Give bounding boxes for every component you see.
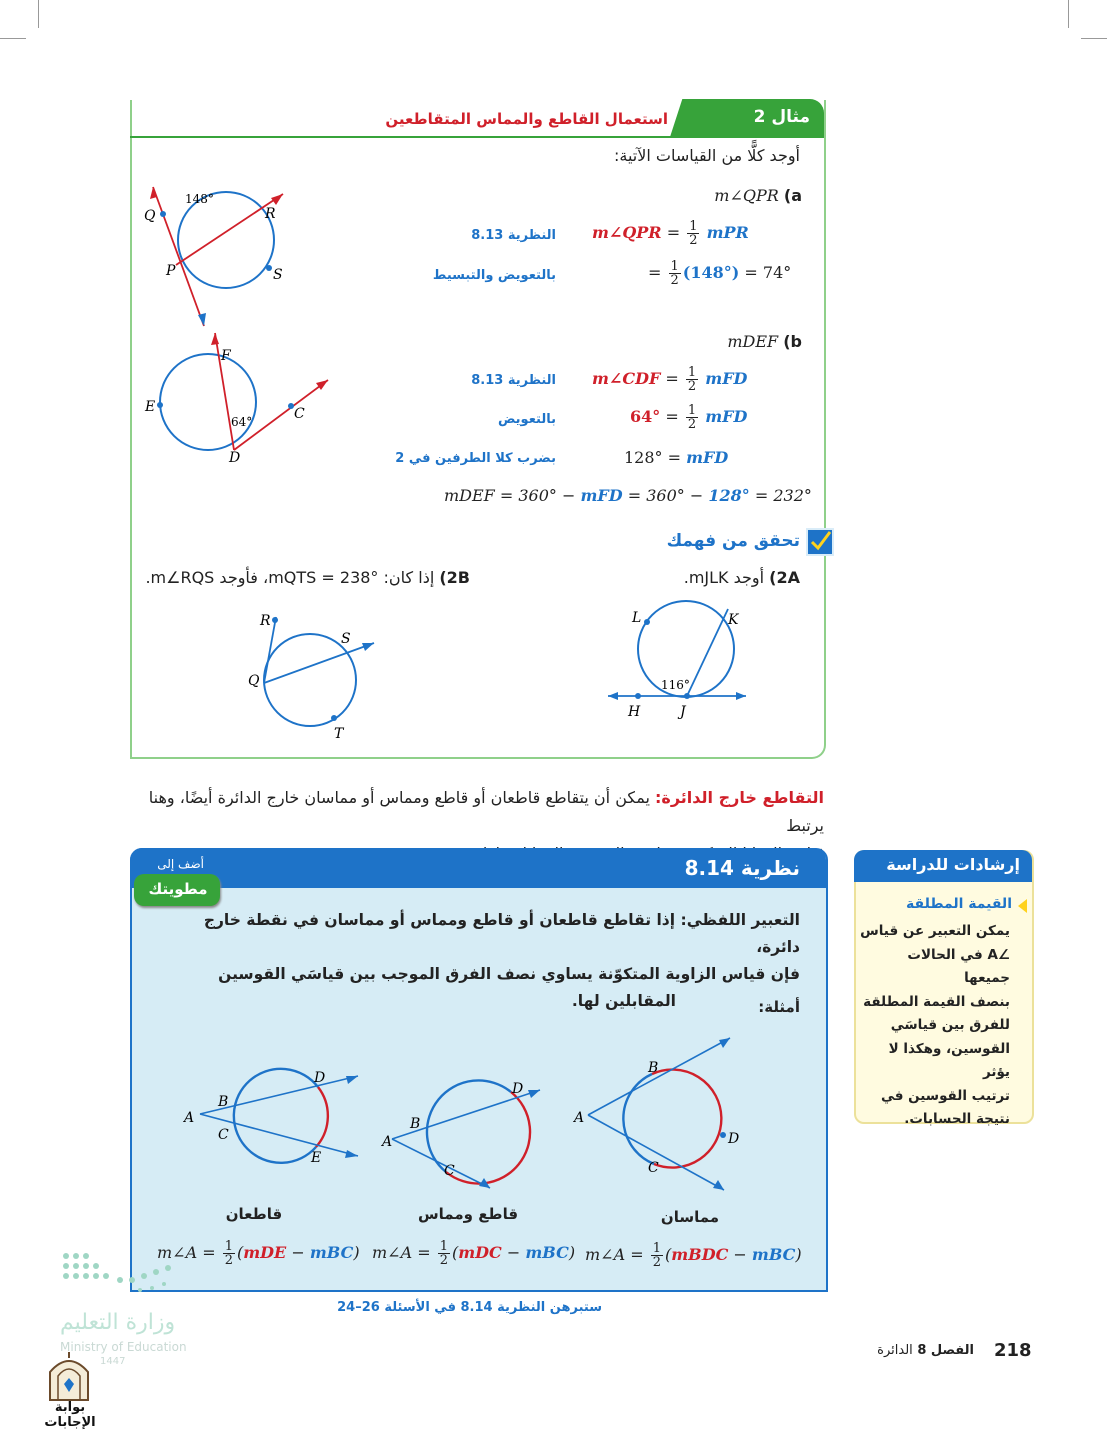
ministry-dots-logo bbox=[60, 1250, 200, 1300]
crop-mark bbox=[38, 0, 39, 28]
svg-text:T: T bbox=[334, 726, 344, 742]
chord-jk bbox=[687, 609, 728, 696]
svg-text:S: S bbox=[273, 267, 283, 283]
svg-text:P: P bbox=[166, 263, 176, 279]
svg-text:E: E bbox=[311, 1150, 322, 1166]
case-name-secant-tangent: قاطع ومماس bbox=[417, 1205, 519, 1223]
point-t bbox=[331, 715, 337, 721]
question-2b: 2B) إذا كان: mQTS = 238°، فأوجد m∠RQS. bbox=[145, 568, 470, 587]
part-b-label: mDEF (b bbox=[727, 332, 802, 351]
svg-text:Q: Q bbox=[144, 208, 156, 224]
case-name-secants: قاطعان bbox=[225, 1205, 283, 1223]
crop-mark bbox=[1068, 0, 1069, 28]
tangent-ac bbox=[588, 1115, 724, 1190]
example-badge-label: مثال 2 bbox=[753, 107, 810, 127]
figure-secant-tangent bbox=[380, 1062, 560, 1192]
site-logo-text: بوابة الإجابات bbox=[44, 1400, 96, 1430]
svg-text:A: A bbox=[184, 1110, 195, 1126]
svg-text:D: D bbox=[512, 1081, 524, 1097]
question-2a: 2A) أوجد mJLK. bbox=[683, 568, 800, 587]
svg-text:R: R bbox=[260, 613, 271, 629]
tangent-ab bbox=[588, 1038, 730, 1115]
page-number: 218 bbox=[994, 1340, 1032, 1361]
svg-text:B: B bbox=[648, 1060, 659, 1076]
part-b-step3: 128° = mFD bbox=[624, 448, 729, 467]
svg-text:F: F bbox=[221, 348, 231, 364]
check-title: تحقق من فهمك bbox=[666, 531, 800, 551]
secant-qs bbox=[264, 643, 374, 683]
proof-note: ستبرهن النظرية 8.14 في الأسئلة 26–24 bbox=[337, 1300, 602, 1315]
svg-text:C: C bbox=[648, 1160, 659, 1176]
intersection-paragraph: التقاطع خارج الدائرة: يمكن أن يتقاطع قاطعان أو قاطع ومماس أو مماسان خارج الدائرة أيضًا، وهنا يرتبط bbox=[148, 788, 824, 835]
ministry-year: 1447 bbox=[100, 1356, 126, 1367]
svg-text:D: D bbox=[229, 450, 241, 466]
study-tip-subtitle: القيمة المطلقة bbox=[906, 896, 1012, 912]
part-b-final: mDEF = 360° − mFD = 360° − 128° = 232° bbox=[444, 486, 812, 505]
figure-qpr bbox=[140, 180, 300, 330]
svg-text:A: A bbox=[382, 1134, 393, 1150]
part-b-note2: بالتعويض bbox=[497, 412, 556, 427]
figure-def bbox=[140, 330, 340, 470]
study-tip-text: يمكن التعبير عن قياس ∠A في الحالات جميعها بنصف القيمة المطلقة للفرق بين قياسَي القوسين، وهكذا لا يؤثر ترتيب القوسين في نتيجة الحسابات. bbox=[860, 923, 1010, 1127]
svg-text:K: K bbox=[728, 612, 739, 628]
svg-text:D: D bbox=[728, 1131, 740, 1147]
part-b-step2: 64° = $\frac{1}{2}$ mFD bbox=[630, 403, 748, 432]
point-r bbox=[272, 617, 278, 623]
crop-mark bbox=[1081, 38, 1107, 39]
formula-secant-tangent: m∠A = $\frac{1}{2}$ (mDC − mBC) bbox=[372, 1239, 576, 1268]
svg-text:D: D bbox=[314, 1070, 326, 1086]
point-h bbox=[635, 693, 641, 699]
ministry-name-ar: وزارة التعليم bbox=[60, 1310, 176, 1335]
svg-text:L: L bbox=[632, 610, 642, 626]
svg-text:64°: 64° bbox=[231, 415, 253, 429]
formula-tangents: m∠A = $\frac{1}{2}$ (mBDC − mBC) bbox=[585, 1241, 802, 1270]
part-a-note1: النظرية 8.13 bbox=[471, 228, 556, 243]
svg-text:B: B bbox=[410, 1116, 421, 1132]
figure-two-tangents bbox=[572, 1030, 752, 1200]
svg-text:B: B bbox=[218, 1094, 229, 1110]
examples-label: أمثلة: bbox=[758, 998, 800, 1016]
circle bbox=[160, 354, 256, 450]
figure-two-secants bbox=[180, 1066, 370, 1166]
part-a-step1: m∠QPR = $\frac{1}{2}$ mPR bbox=[592, 219, 749, 248]
figure-2a bbox=[600, 600, 760, 725]
point-j bbox=[684, 693, 690, 699]
example-title: استعمال القاطع والمماس المتقاطعين bbox=[385, 110, 668, 128]
crop-mark bbox=[0, 38, 26, 39]
site-logo-icon bbox=[46, 1350, 92, 1402]
svg-text:C: C bbox=[218, 1127, 229, 1143]
svg-text:148°: 148° bbox=[185, 192, 214, 206]
part-b-step1: m∠CDF = $\frac{1}{2}$ mFD bbox=[592, 365, 748, 394]
figure-2b bbox=[240, 605, 390, 745]
point-d bbox=[720, 1132, 726, 1138]
svg-text:H: H bbox=[628, 704, 641, 720]
study-tip-title: إرشادات للدراسة bbox=[886, 855, 1020, 874]
part-a-note2: بالتعويض والتبسيط bbox=[432, 268, 556, 283]
svg-text:C: C bbox=[294, 406, 305, 422]
circle bbox=[264, 634, 356, 726]
case-name-tangents: مماسان bbox=[660, 1208, 720, 1226]
svg-text:S: S bbox=[341, 631, 351, 647]
point-e bbox=[157, 402, 163, 408]
point-s bbox=[266, 265, 272, 271]
example-prompt: أوجد كلًّا من القياسات الآتية: bbox=[614, 146, 800, 165]
study-tip-arrow bbox=[1018, 899, 1027, 913]
tangent-line bbox=[392, 1139, 490, 1188]
part-b-note1: النظرية 8.13 bbox=[471, 373, 556, 388]
svg-text:A: A bbox=[574, 1110, 585, 1126]
svg-text:R: R bbox=[265, 206, 276, 222]
foldable-label[interactable]: مطويتك bbox=[148, 880, 208, 898]
circle bbox=[178, 192, 274, 288]
svg-text:Q: Q bbox=[248, 673, 260, 689]
svg-text:E: E bbox=[145, 399, 156, 415]
chapter-label: الفصل 8 الدائرة bbox=[877, 1343, 974, 1358]
formula-secants: m∠A = $\frac{1}{2}$ (mDE − mBC) bbox=[157, 1239, 360, 1268]
ministry-name-en: Ministry of Education bbox=[60, 1340, 187, 1354]
svg-text:116°: 116° bbox=[661, 678, 690, 692]
svg-text:J: J bbox=[680, 704, 686, 720]
theorem-title: نظرية 8.14 bbox=[684, 856, 800, 880]
part-a-label: m∠QPR (a bbox=[714, 186, 802, 205]
part-b-note3: بضرب كلا الطرفين في 2 bbox=[395, 451, 556, 466]
point-q bbox=[160, 211, 166, 217]
tangent-line bbox=[153, 187, 204, 326]
theorem-verbal: التعبير اللفظي: إذا تقاطع قاطعان أو قاطع ومماس أو مماسان في نقطة خارج دائرة، فإن قياس الزاوية المتكوّنة يساوي نصف الفرق الموجب بين قياسَي القوسين المقابلين لها. bbox=[203, 911, 800, 1010]
point-l bbox=[644, 619, 650, 625]
part-a-step2: = $\frac{1}{2}$ (148°) = 74° bbox=[648, 259, 792, 288]
add-to-label: أضف إلى bbox=[157, 857, 204, 871]
check-icon bbox=[806, 528, 834, 556]
svg-text:C: C bbox=[444, 1163, 455, 1179]
